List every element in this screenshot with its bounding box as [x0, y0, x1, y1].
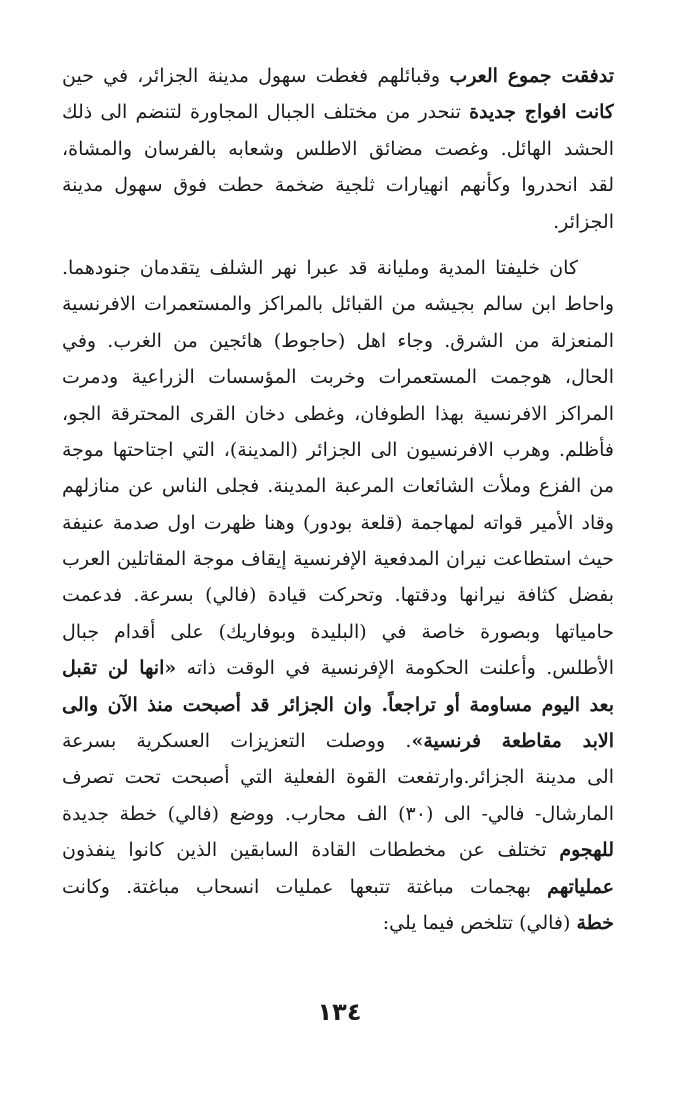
text-segment: وقاد الأمير قواته لمهاجمة (قلعة بودور) وهنا ظهرت اول صدمة عنيفة: [62, 511, 614, 534]
bold-text-segment: تدفقت جموع العرب: [449, 65, 614, 87]
text-segment: وقبائلهم فغطت سهول مدينة الجزائر، في حين: [62, 65, 450, 87]
text-segment: . ووصلت التعزيزات العسكرية بسرعة: [62, 730, 412, 753]
paragraph-gap: [62, 240, 614, 250]
text-line: [62, 250, 614, 286]
text-line: [62, 286, 614, 322]
text-line: [62, 723, 614, 759]
text-line: [62, 58, 614, 94]
text-segment: من الفزع وملأت الشائعات المرعبة المدينة. فجلى الناس عن منازلهم: [62, 475, 614, 498]
text-line: [62, 468, 614, 504]
text-line: [62, 577, 614, 613]
text-line: [62, 505, 614, 541]
text-line: [62, 204, 614, 240]
text-segment: المراكز الافرنسية بهذا الطوفان، وغطى دخان القرى المحترقة الجو،: [62, 402, 614, 425]
text-line: [62, 869, 614, 905]
page-number: ١٣٤: [317, 998, 362, 1026]
text-segment: الحال، هوجمت المستعمرات وخربت المؤسسات الزراعية ودمرت: [62, 366, 614, 389]
bold-text-segment: الابد مقاطعة فرنسية»: [411, 730, 614, 753]
text-segment: الى مدينة الجزائر.وارتفعت القوة الفعلية التي أصبحت تحت تصرف: [62, 766, 614, 789]
text-line: [62, 759, 614, 795]
text-segment: بفضل كثافة نيرانها ودقتها. وتحركت قيادة (فالي) بسرعة. فدعمت: [62, 584, 614, 607]
text-segment: فأظلم. وهرب الافرنسيون الى الجزائر (المدينة)، التي اجتاحتها موجة: [62, 438, 614, 461]
text-segment: تختلف عن مخططات القادة السابقين الذين كانوا ينفذون: [62, 839, 560, 862]
text-segment: تنحدر من مختلف الجبال المجاورة لتنضم الى ذلك: [62, 101, 470, 124]
text-line: [62, 167, 614, 203]
text-segment: الأطلس. وأعلنت الحكومة الإفرنسية في الوقت ذاته: [176, 657, 614, 680]
text-segment: الجزائر.: [553, 210, 614, 233]
text-line: [62, 131, 614, 167]
bold-text-segment: «انها لن تقبل: [62, 657, 177, 680]
text-line: [62, 832, 614, 868]
paragraph-2: [62, 250, 614, 941]
text-segment: حيث استطاعت نيران المدفعية الإفرنسية إيقاف موجة المقاتلين العرب: [62, 548, 614, 571]
paragraph-1: [62, 58, 614, 240]
text-segment: لقد انحدروا وكأنهم انهيارات ثلجية ضخمة حطت فوق سهول مدينة: [62, 174, 614, 197]
bold-text-segment: بعد اليوم مساومة أو تراجعاً. وان الجزائر قد أصبحت منذ الآن والى: [62, 693, 614, 716]
text-line: [62, 94, 614, 130]
text-line: [62, 396, 614, 432]
text-line: [62, 541, 614, 577]
bold-text-segment: خطة: [576, 911, 614, 934]
text-segment: المنعزلة من الشرق. وجاء اهل (حاجوط) هائجين من الغرب. وفي: [62, 329, 614, 352]
text-segment: واحاط ابن سالم بجيشه من القبائل بالمراكز والمستعمرات الافرنسية: [62, 293, 614, 316]
bold-text-segment: كانت افواج جديدة: [469, 101, 614, 124]
text-line: [62, 614, 614, 650]
text-segment: حامياتها وبصورة خاصة في (البليدة وبوفاريك) على أقدام جبال: [62, 620, 614, 643]
text-line: [62, 650, 614, 686]
text-line: [62, 796, 614, 832]
text-line: [62, 687, 614, 723]
text-segment: كان خليفتا المدية ومليانة قد عبرا نهر الشلف يتقدمان جنودهما.: [62, 256, 578, 279]
text-line: [62, 432, 614, 468]
bold-text-segment: عملياتهم: [547, 875, 614, 898]
text-segment: بهجمات مباغتة تتبعها عمليات انسحاب مباغتة. وكانت: [62, 875, 548, 898]
text-segment: المارشال- فالي- الى (٣٠) الف محارب. ووضع (فالي) خطة جديدة: [62, 802, 614, 825]
text-segment: (فالي) تتلخص فيما يلي:: [382, 911, 577, 934]
text-segment: الحشد الهائل. وغصت مضائق الاطلس وشعابه بالفرسان والمشاة،: [62, 137, 614, 160]
bold-text-segment: للهجوم: [559, 839, 614, 862]
text-line: [62, 323, 614, 359]
text-line: [62, 905, 614, 941]
text-line: [62, 359, 614, 395]
document-page: [62, 58, 614, 941]
